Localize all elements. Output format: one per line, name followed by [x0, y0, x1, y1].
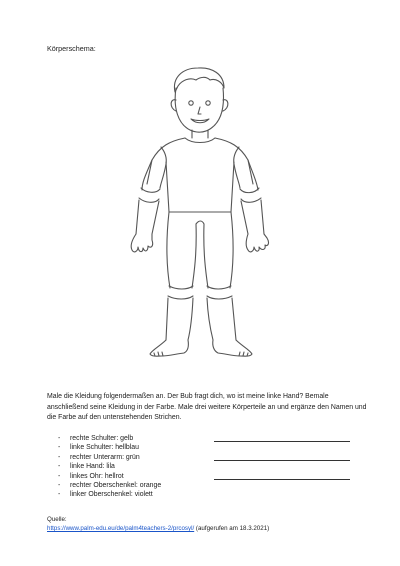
- boy-outline-drawing: [112, 64, 288, 364]
- bullet: -: [58, 444, 61, 452]
- task-text: linker Oberschenkel: violett: [70, 491, 153, 499]
- page-title: Körperschema:: [47, 44, 96, 53]
- mouth: [191, 119, 209, 123]
- right-leg-outer: [230, 212, 233, 288]
- task-text: rechter Oberschenkel: orange: [70, 481, 162, 489]
- left-sleeve-edge: [161, 147, 166, 164]
- task-text: linke Hand: lila: [70, 463, 115, 471]
- source-link[interactable]: https://www.palm-edu.eu/de/palm4teachers-2/prcosyl/: [47, 525, 195, 532]
- source-label: Quelle:: [47, 516, 67, 523]
- bullet: -: [58, 463, 61, 471]
- right-foot: [213, 340, 252, 356]
- left-upper-arm: [142, 160, 166, 190]
- bullet: -: [58, 435, 61, 442]
- task-list: [58, 434, 358, 500]
- answer-line-3[interactable]: [214, 479, 350, 480]
- source-block: [47, 515, 269, 533]
- collar: [185, 138, 215, 143]
- left-forearm: [136, 200, 159, 234]
- source-line: [47, 524, 269, 533]
- answer-line-2[interactable]: [214, 460, 350, 461]
- list-item: [58, 490, 358, 499]
- right-hand: [246, 234, 268, 252]
- right-knee-band: [207, 286, 232, 299]
- bullet: -: [58, 453, 61, 461]
- bullet: -: [58, 472, 61, 480]
- left-knee-band: [168, 286, 193, 299]
- left-hand: [131, 234, 152, 252]
- left-toes: [154, 352, 163, 356]
- left-foot: [150, 340, 188, 356]
- crotch: [192, 221, 208, 288]
- right-lower-leg: [207, 298, 236, 340]
- task-text: linke Schulter: hellblau: [70, 444, 139, 452]
- right-upper-arm: [234, 160, 258, 190]
- instructions-text: Male die Kleidung folgendermaßen an. Der Bub fragt dich, wo ist meine linke Hand? Bemale anschließend seine Kleidung in der Farbe. Male drei weitere Körperteile an und ergänze den Namen und die Farbe auf den untenstehenden Strichen.: [47, 393, 367, 422]
- right-forearm: [241, 200, 264, 234]
- left-lower-leg: [166, 298, 193, 340]
- source-access-date: (aufgerufen am 18.3.2021): [194, 525, 270, 532]
- left-leg-outer: [167, 212, 170, 288]
- bullet: -: [58, 481, 61, 489]
- answer-line-1[interactable]: [214, 441, 350, 442]
- list-item: [58, 443, 358, 452]
- hair: [174, 68, 224, 92]
- list-item: [58, 462, 358, 471]
- bullet: -: [58, 491, 61, 499]
- right-toes: [239, 352, 248, 356]
- left-eye: [189, 101, 193, 105]
- task-text: rechter Unterarm: grün: [70, 453, 140, 461]
- list-item: [58, 481, 358, 490]
- task-text: rechte Schulter: gelb: [70, 435, 134, 442]
- task-text: linkes Ohr: hellrot: [70, 472, 124, 480]
- right-sleeve-edge: [234, 147, 239, 164]
- nose: [198, 107, 201, 114]
- right-eye: [206, 101, 210, 105]
